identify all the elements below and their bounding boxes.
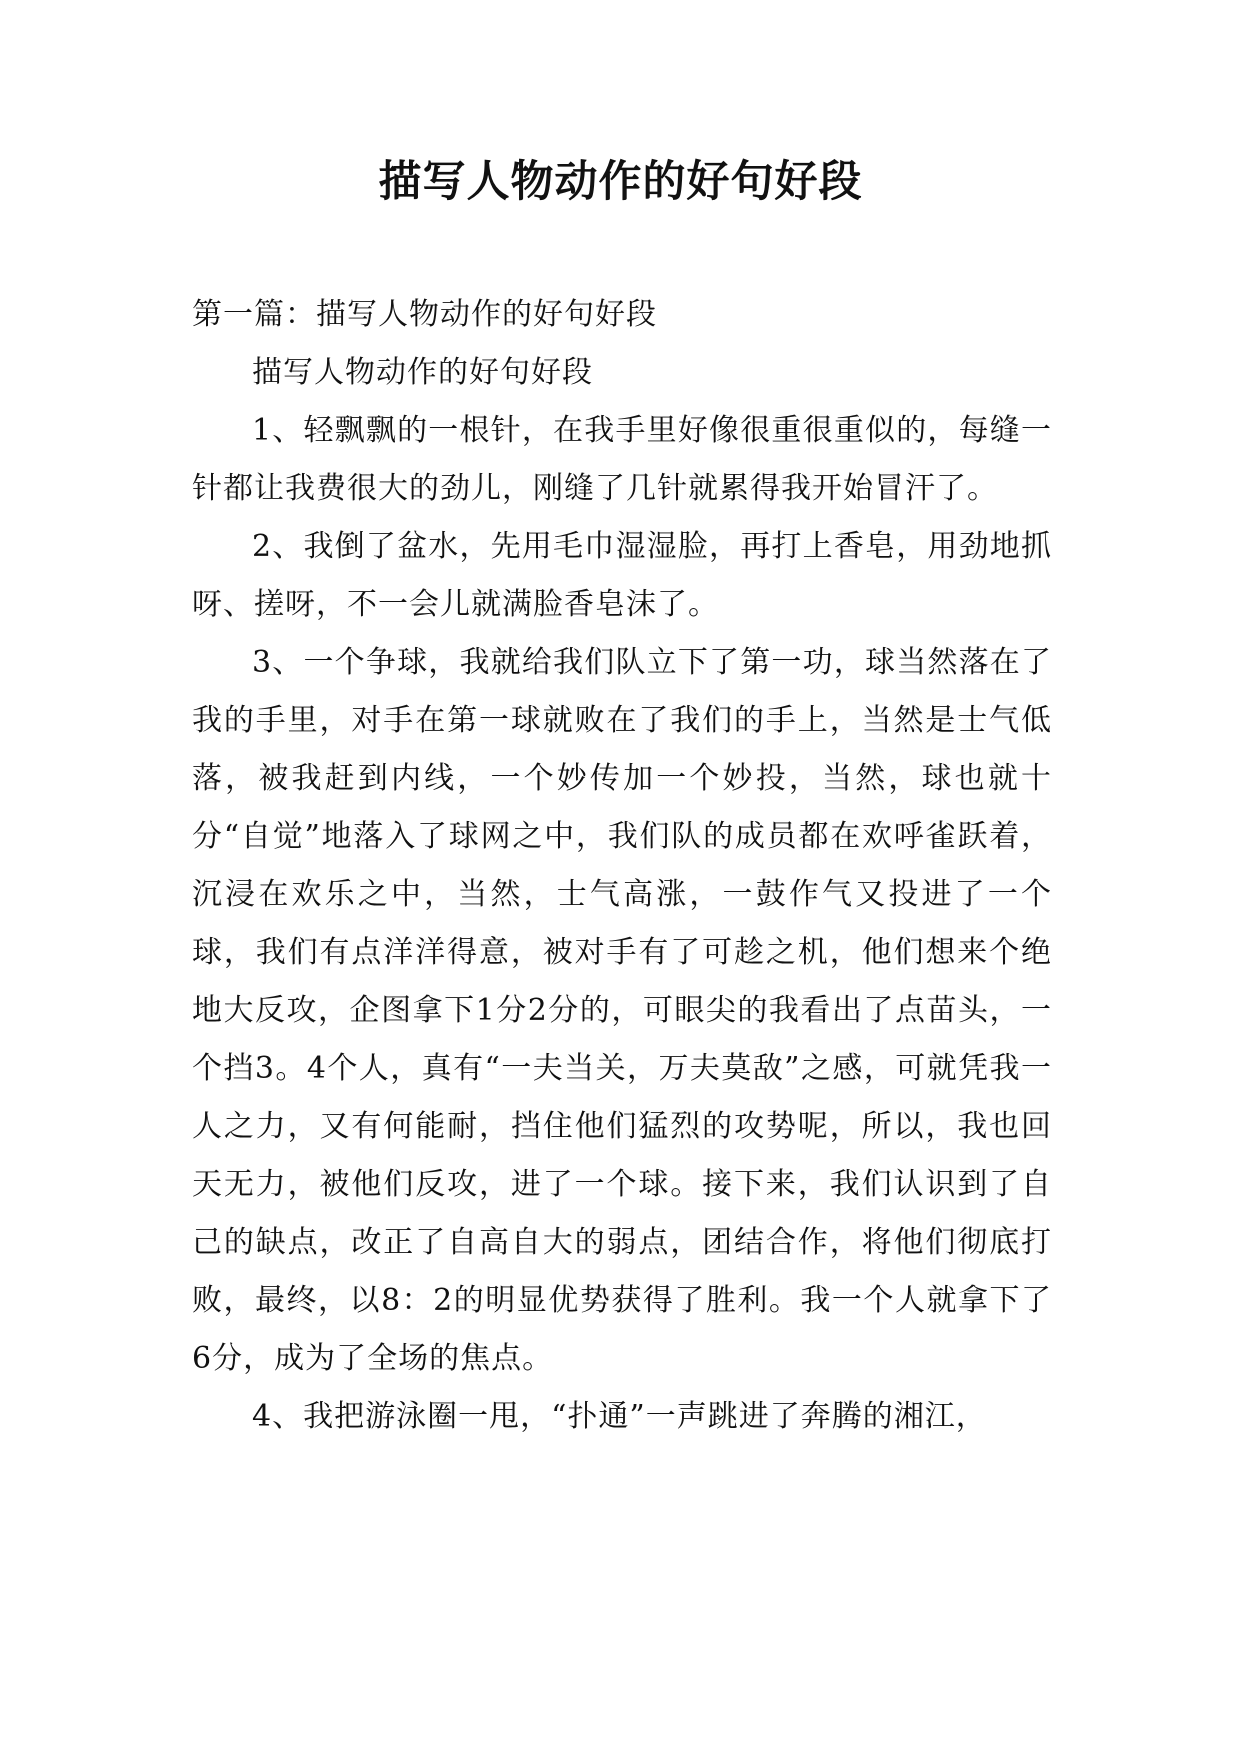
document-body (192, 286, 1052, 1446)
document-title: 描写人物动作的好句好段 (378, 157, 863, 207)
subheading: 描写人物动作的好句好段 (252, 355, 593, 390)
section-heading: 第一篇：描写人物动作的好句好段 (192, 297, 657, 332)
paragraph-3: 3、一个争球，我就给我们队立下了第一功，球当然落在了我的手里，对手在第一球就败在了我们的手上，当然是士气低落，被我赶到内线，一个妙传加一个妙投，当然，球也就十分“自觉”地落入了球网之中，我们队的成员都在欢呼雀跃着，沉浸在欢乐之中，当然，士气高涨，一鼓作气又投进了一个球，我们有点洋洋得意，被对手有了可趁之机，他们想来个绝地大反攻，企图拿下1分2分的，可眼尖的我看出了点苗头，一个挡3。4个人，真有“一夫当关，万夫莫敌”之感，可就凭我一人之力，又有何能耐，挡住他们猛烈的攻势呢，所以，我也回天无力，被他们反攻，进了一个球。接下来，我们认识到了自己的缺点，改正了自高自大的弱点，团结合作，将他们彻底打败，最终，以8：2的明显优势获得了胜利。我一个人就拿下了6分，成为了全场的焦点。 (192, 645, 1052, 1376)
paragraph-4: 4、我把游泳圈一甩，“扑通”一声跳进了奔腾的湘江， (252, 1399, 987, 1434)
paragraph-2: 2、我倒了盆水，先用毛巾湿湿脸，再打上香皂，用劲地抓呀、搓呀，不一会儿就满脸香皂沫了。 (192, 529, 1052, 622)
paragraph-1: 1、轻飘飘的一根针，在我手里好像很重很重似的，每缝一针都让我费很大的劲儿，刚缝了几针就累得我开始冒汗了。 (192, 413, 1052, 506)
